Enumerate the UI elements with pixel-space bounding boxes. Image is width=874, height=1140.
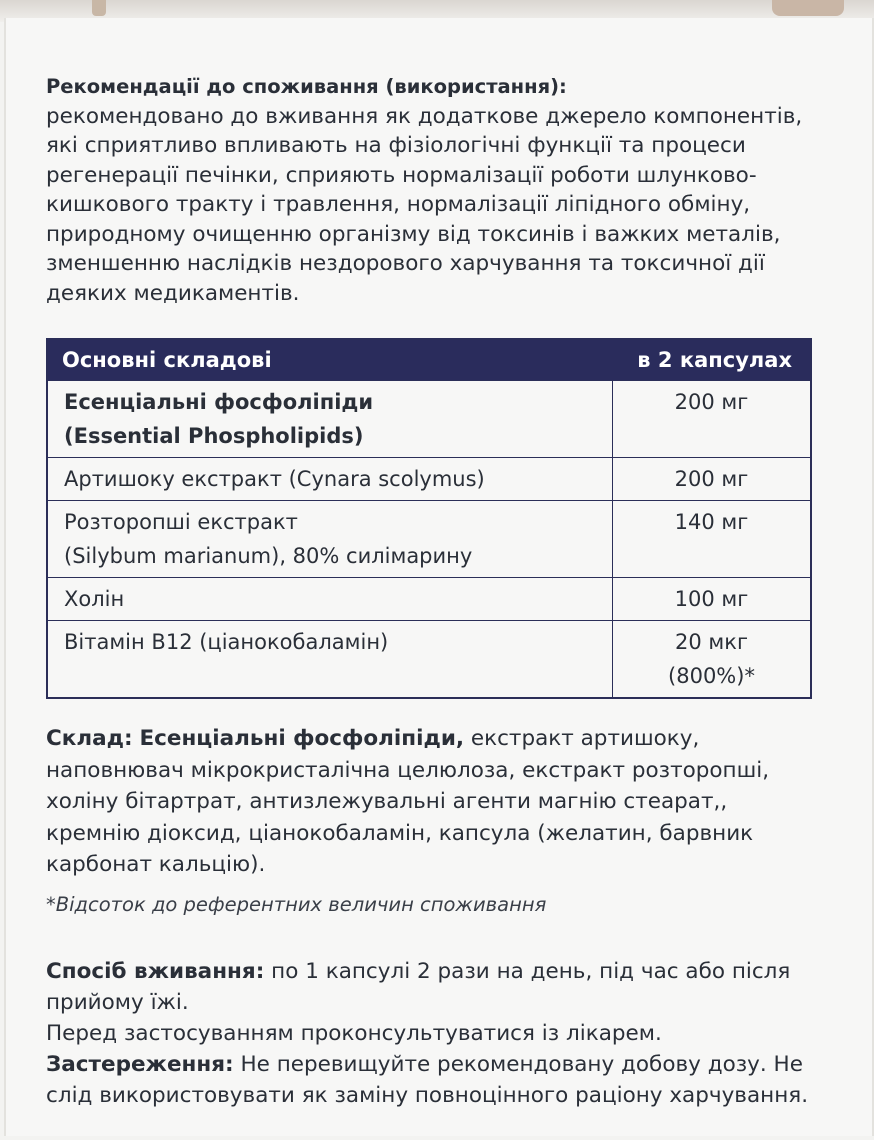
table-row <box>47 501 811 578</box>
usage-section <box>46 956 826 1111</box>
ingredient-name-line1: Розторопші екстракт <box>64 510 298 534</box>
warning-label: Застереження: <box>46 1051 234 1077</box>
recommendations-heading: Рекомендації до споживання (використання): <box>46 75 567 98</box>
usage-label: Спосіб вживання: <box>46 958 265 984</box>
ingredient-name: Холін <box>47 578 613 621</box>
box-flap-left <box>92 0 106 16</box>
table-row <box>47 381 811 458</box>
table-row <box>47 621 811 699</box>
composition-section <box>46 723 826 881</box>
warning-text: Не перевищуйте рекомендовану добову дозу. Не слід використовувати як заміну повноцінного раціону харчування. <box>46 1051 809 1108</box>
ingredient-amount: 140 мг <box>613 501 812 578</box>
ingredient-amount: 20 мкг (800%)* <box>613 621 812 699</box>
composition-label: Склад: <box>46 726 133 751</box>
ingredient-name-line2: (Essential Phospholipids) <box>64 424 364 448</box>
ingredients-table <box>46 338 812 699</box>
ingredient-name <box>47 501 613 578</box>
header-ingredients: Основні складові <box>47 339 613 381</box>
composition-bold-part: Есенціальні фосфоліпіди, <box>139 726 465 751</box>
ingredient-name: Артишоку екстракт (Cynara scolymus) <box>47 458 613 501</box>
ingredient-name-line2: (Silybum marianum), 80% силімарину <box>64 544 473 568</box>
label-content <box>46 72 826 1111</box>
ingredient-name-line1: Есенціальні фосфоліпіди <box>64 390 374 414</box>
ingredient-amount: 200 мг <box>613 458 812 501</box>
footnote: *Відсоток до референтних величин споживання <box>46 892 547 916</box>
ingredient-amount: 200 мг <box>613 381 812 458</box>
consult-text: Перед застосуванням проконсультуватися із лікарем. <box>46 1020 662 1046</box>
composition-text: екстракт артишоку, наповнювач мікрокристалічна целюлоза, екстракт розторопші, холіну бітартрат, антизлежувальні агенти магнію стеарат,, кремнію діоксид, ціанокобаламін, капсула (желатин, барвник карбонат кальцію). <box>46 726 770 877</box>
ingredient-name: Вітамін В12 (ціанокобаламін) <box>47 621 613 699</box>
usage-text: по 1 капсулі 2 рази на день, під час або після прийому їжі. <box>46 958 791 1015</box>
table-row <box>47 578 811 621</box>
header-amount: в 2 капсулах <box>613 339 812 381</box>
ingredient-name <box>47 381 613 458</box>
recommendations-section <box>46 72 826 308</box>
table-row <box>47 458 811 501</box>
recommendations-text: рекомендовано до вживання як додаткове джерело компонентів, які сприятливо впливають на фізіологічні функції та процеси регенерації печінки, сприяють нормалізації роботи шлунково-кишкового тракту і травлення, нормалізації ліпідного обміну, природному очищенню організму від токсинів і важких металів, зменшенню наслідків нездорового харчування та токсичної дії деяких медикаментів. <box>46 103 803 306</box>
table-header-row <box>47 339 811 381</box>
box-flap-right <box>772 0 844 16</box>
ingredient-amount: 100 мг <box>613 578 812 621</box>
